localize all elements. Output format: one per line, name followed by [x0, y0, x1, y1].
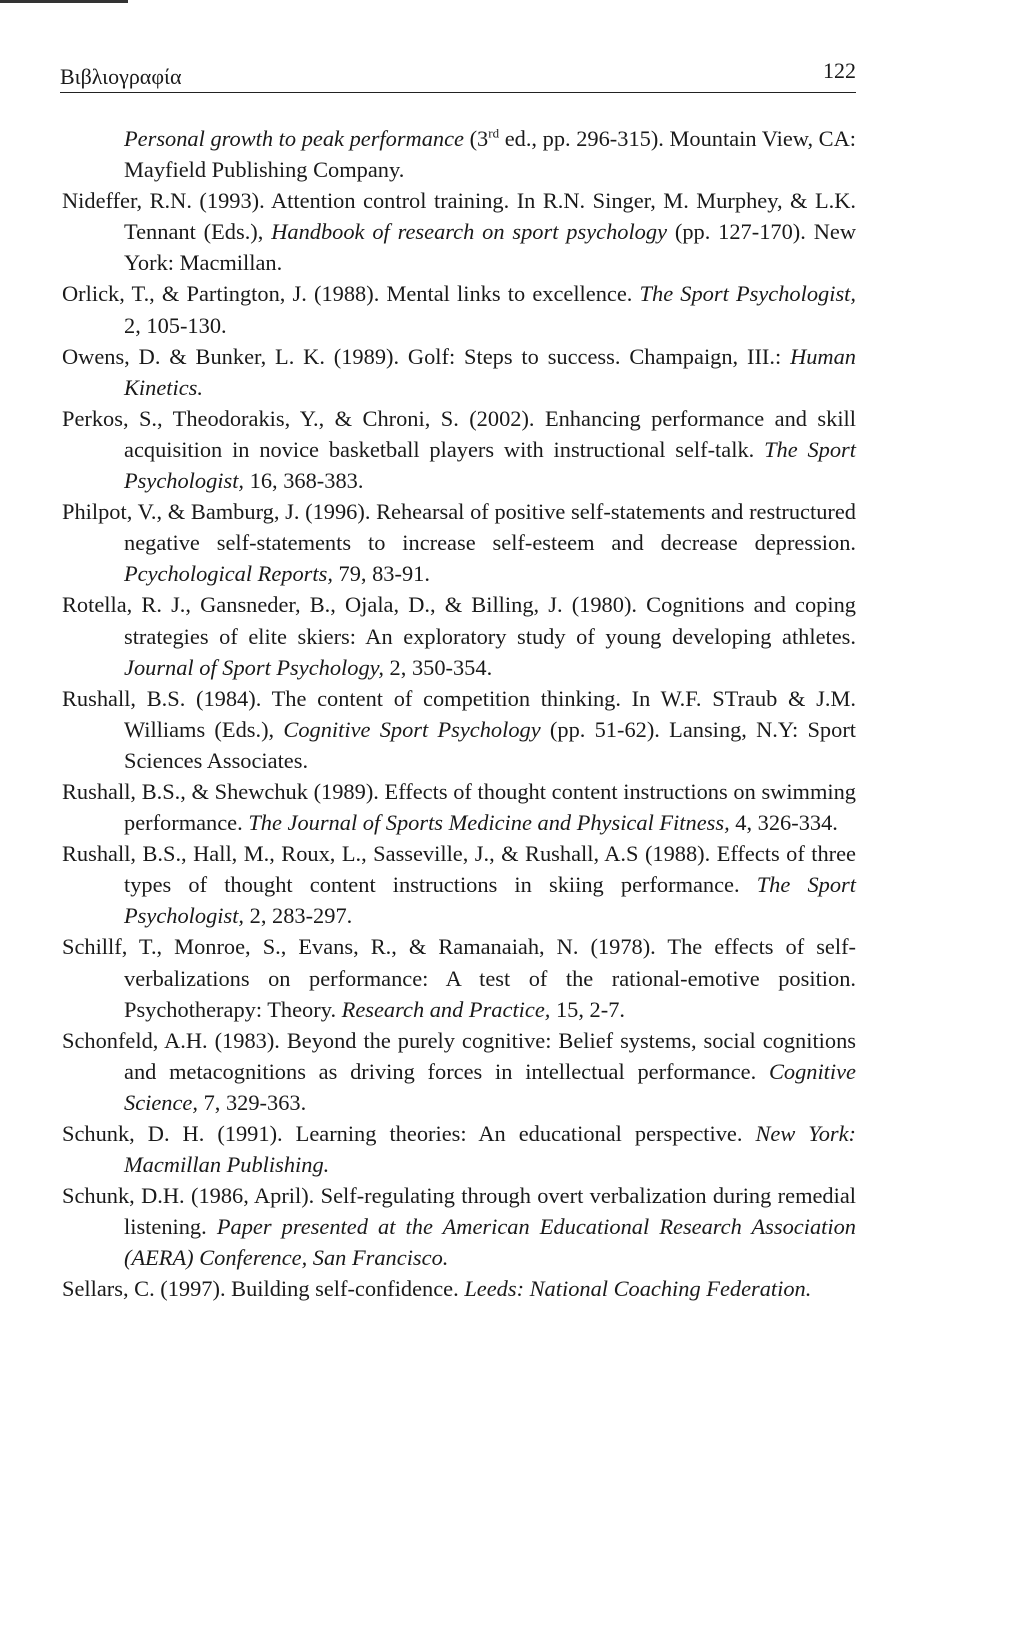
- reference-text: 16, 368-383.: [244, 468, 364, 494]
- reference-text: 4, 326-334.: [729, 810, 838, 836]
- reference-text: Orlick, T., & Partington, J. (1988). Mental links to excellence.: [62, 281, 640, 307]
- reference-text: Rushall, B.S., Hall, M., Roux, L., Sasseville, J., & Rushall, A.S (1988). Effects of three types of thought content instructions in skiing performance.: [62, 841, 856, 898]
- reference-continuation: [62, 123, 856, 185]
- scan-edge-mark: [0, 0, 128, 3]
- reference-italic-text: Cognitive Science,: [124, 1058, 856, 1115]
- reference-entry: [62, 931, 856, 1024]
- reference-text: (3: [463, 126, 489, 151]
- reference-text: Rotella, R. J., Gansneder, B., Ojala, D., & Billing, J. (1980). Cognitions and coping strategies of elite skiers: An exploratory study of young developing athletes.: [62, 592, 856, 649]
- reference-italic-text: The Sport Psychologist,: [124, 872, 856, 929]
- reference-italic-text: Leeds: National Coaching Federation.: [464, 1276, 812, 1302]
- reference-italic-text: Human Kinetics.: [124, 343, 856, 400]
- reference-superscript: rd: [488, 125, 500, 141]
- reference-text: (pp. 51-62). Lansing, N.Y: Sport Sciences Associates.: [124, 716, 856, 773]
- reference-entry: [62, 838, 856, 931]
- reference-italic-text: Journal of Sport Psychology,: [124, 654, 384, 680]
- reference-text: (pp. 127-170). New York: Macmillan.: [124, 219, 856, 276]
- reference-text: 2, 105-130.: [124, 312, 227, 338]
- reference-text: Nideffer, R.N. (1993). Attention control training. In R.N. Singer, M. Murphey, & L.K. Tennant (Eds.),: [62, 188, 856, 245]
- reference-text: Sellars, C. (1997). Building self-confidence.: [62, 1276, 465, 1302]
- reference-italic-text: Cognitive Sport Psychology: [283, 716, 541, 742]
- reference-text: Schunk, D. H. (1991). Learning theories: An educational perspective.: [62, 1121, 756, 1146]
- reference-text: 7, 329-363.: [197, 1089, 307, 1115]
- reference-list: [62, 123, 856, 1305]
- reference-italic-text: Pcychological Reports,: [124, 561, 333, 587]
- reference-entry: [62, 1180, 856, 1273]
- reference-italic-text: Handbook of research on sport psychology: [271, 219, 668, 245]
- reference-entry: [62, 403, 856, 496]
- reference-text: Perkos, S., Theodorakis, Y., & Chroni, S. (2002). Enhancing performance and skill acquisition in novice basketball players with instructional self-talk.: [62, 405, 856, 462]
- reference-italic-text: New York: Macmillan Publishing.: [124, 1121, 857, 1178]
- reference-italic-text: The Journal of Sports Medicine and Physical Fitness,: [248, 810, 730, 836]
- reference-text: Schonfeld, A.H. (1983). Beyond the purely cognitive: Belief systems, social cognitions and metacognitions as driving forces in intellectual performance.: [62, 1027, 856, 1084]
- reference-entry: [62, 776, 856, 838]
- reference-text: Rushall, B.S., & Shewchuk (1989). Effects of thought content instructions on swimming performance.: [62, 778, 856, 836]
- running-header: [60, 52, 856, 93]
- reference-text: Schunk, D.H. (1986, April). Self-regulating through overt verbalization during remedial listening.: [62, 1183, 856, 1240]
- reference-entry: [62, 1025, 856, 1118]
- reference-text: 2, 350-354.: [383, 654, 493, 680]
- reference-entry: [62, 278, 856, 340]
- section-title: Βιβλιογραφία: [60, 64, 182, 89]
- reference-entry: [62, 1273, 856, 1304]
- reference-text: ed., pp. 296-315). Mountain View, CA: Mayfield Publishing Company.: [124, 126, 856, 183]
- reference-entry: [62, 496, 856, 589]
- reference-italic-text: Research and Practice,: [341, 996, 551, 1022]
- reference-entry: [62, 185, 856, 278]
- reference-text: 15, 2-7.: [550, 996, 625, 1022]
- reference-italic-text: The Sport Psychologist,: [639, 281, 856, 307]
- reference-text: Philpot, V., & Bamburg, J. (1996). Rehearsal of positive self-statements and restructured negative self-statements to increase self-esteem and decrease depression.: [62, 499, 856, 556]
- page-number: 122: [823, 58, 856, 83]
- reference-italic-text: Paper presented at the American Educational Research Association (AERA) Conference, San Francisco.: [124, 1214, 856, 1271]
- reference-text: Schillf, T., Monroe, S., Evans, R., & Ramanaiah, N. (1978). The effects of self-verbalizations on performance: A test of the rational-emotive position. Psychotherapy: Theory.: [62, 934, 856, 1022]
- reference-text: Owens, D. & Bunker, L. K. (1989). Golf: Steps to success. Champaign, III.:: [62, 343, 791, 369]
- reference-italic-text: The Sport Psychologist,: [124, 436, 856, 494]
- reference-entry: [62, 341, 856, 403]
- reference-text: Rushall, B.S. (1984). The content of competition thinking. In W.F. STraub & J.M. Williams (Eds.),: [62, 685, 856, 742]
- reference-entry: [62, 589, 856, 682]
- reference-entry: [62, 1118, 856, 1180]
- reference-entry: [62, 683, 856, 776]
- reference-text: 79, 83-91.: [332, 561, 430, 587]
- reference-italic-text: Personal growth to peak performance: [124, 126, 464, 151]
- reference-text: 2, 283-297.: [244, 903, 353, 929]
